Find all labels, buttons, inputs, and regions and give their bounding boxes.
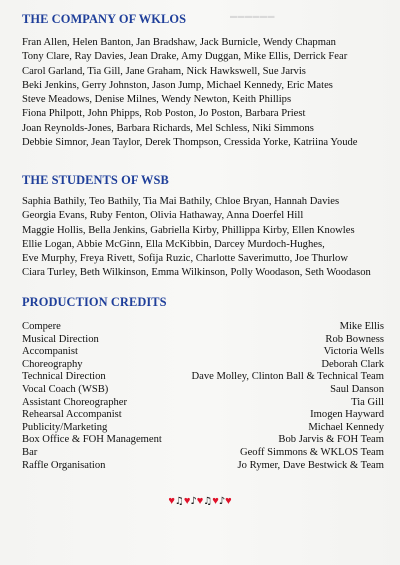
heart-icon: ♥ (168, 495, 175, 507)
credit-name: Victoria Wells (323, 346, 384, 358)
company-names-line: Carol Garland, Tia Gill, Jane Graham, Nick Hawkswell, Sue Jarvis (22, 65, 306, 77)
company-names-line: Fran Allen, Helen Banton, Jan Bradshaw, Jack Burnicle, Wendy Chapman (22, 37, 336, 48)
credit-role: Musical Direction (22, 333, 99, 345)
heart-icon: ♥ (212, 495, 219, 507)
credit-role: Box Office & FOH Management (22, 434, 162, 446)
company-names-line: Fiona Philpott, John Phipps, Rob Poston, Jo Poston, Barbara Priest (22, 108, 306, 120)
credit-name: Imogen Hayward (310, 409, 384, 421)
credit-row (22, 384, 384, 397)
music-note-icon: ♪ (190, 496, 197, 507)
company-names-line: Tony Clare, Ray Davies, Jean Drake, Amy Duggan, Mike Ellis, Derrick Fear (22, 51, 348, 63)
music-note-icon: ♪ (218, 496, 226, 507)
credit-role: Accompanist (22, 346, 78, 358)
company-names (22, 36, 390, 150)
credit-row (22, 371, 384, 384)
students-names-line: Saphia Bathily, Teo Bathily, Tia Mai Bathily, Chloe Bryan, Hannah Davies (22, 196, 340, 207)
credit-name: Michael Kennedy (308, 421, 384, 433)
students-heading: THE STUDENTS OF WSB (22, 173, 169, 187)
hearts-notes-ornament (0, 495, 400, 508)
credit-name: Geoff Simmons & WKLOS Team (239, 446, 384, 458)
credit-role: Bar (22, 446, 38, 458)
credit-row (22, 434, 384, 447)
credit-name: Dave Molley, Clinton Ball & Technical Team (191, 371, 384, 383)
company-names-line: Joan Reynolds-Jones, Barbara Richards, Mel Schless, Niki Simmons (22, 122, 314, 134)
credit-row (22, 460, 384, 473)
students-names-line: Eve Murphy, Freya Rivett, Sofija Ruzic, Charlotte Saverimutto, Joe Thurlow (22, 253, 348, 265)
heart-icon: ♥ (196, 495, 204, 507)
credits-heading: PRODUCTION CREDITS (22, 295, 167, 309)
heart-icon: ♥ (225, 495, 232, 507)
credit-row (22, 409, 384, 422)
credit-role: Technical Direction (22, 371, 106, 383)
credit-role: Rehearsal Accompanist (22, 409, 122, 421)
music-note-icon: ♫ (203, 496, 213, 507)
credits-list (22, 321, 384, 472)
show-through-texture: ▬▬▬▬▬▬ (230, 12, 275, 20)
credit-row (22, 422, 384, 435)
credit-row (22, 346, 384, 359)
company-names-line: Debbie Simnor, Jean Taylor, Derek Thompson, Cressida Yorke, Katriina Youde (22, 137, 358, 149)
students-names-line: Georgia Evans, Ruby Fenton, Olivia Hathaway, Anna Doerfel Hill (22, 210, 304, 222)
credit-row (22, 359, 384, 372)
credit-row (22, 334, 384, 347)
credit-role: Raffle Organisation (22, 459, 106, 471)
credit-name: Deborah Clark (321, 358, 384, 370)
credit-role: Compere (22, 321, 61, 332)
students-names-line: Ellie Logan, Abbie McGinn, Ella McKibbin, Darcey Murdoch-Hughes, (22, 238, 325, 250)
students-names-line: Ciara Turley, Beth Wilkinson, Emma Wilkinson, Polly Woodason, Seth Woodason (22, 267, 371, 279)
company-names-line: Steve Meadows, Denise Milnes, Wendy Newton, Keith Phillips (22, 94, 292, 106)
credit-name: Rob Bowness (325, 333, 384, 345)
credit-row (22, 321, 384, 334)
credit-name: Jo Rymer, Dave Bestwick & Team (237, 459, 384, 471)
credit-role: Vocal Coach (WSB) (22, 383, 109, 395)
music-note-icon: ♫ (174, 496, 184, 507)
credit-name: Mike Ellis (339, 321, 384, 332)
company-names-line: Beki Jenkins, Gerry Johnston, Jason Jump, Michael Kennedy, Eric Mates (22, 79, 333, 91)
students-names-line: Maggie Hollis, Bella Jenkins, Gabriella Kirby, Phillippa Kirby, Ellen Knowles (22, 224, 355, 236)
credit-role: Choreography (22, 358, 83, 370)
students-names (22, 195, 390, 281)
heart-icon: ♥ (183, 495, 191, 507)
credit-role: Assistant Choreographer (22, 396, 128, 408)
company-heading: THE COMPANY OF WKLOS (22, 12, 187, 26)
credit-row (22, 397, 384, 410)
credit-name: Saul Danson (330, 383, 384, 395)
credit-row (22, 447, 384, 460)
credit-name: Bob Jarvis & FOH Team (278, 434, 384, 446)
credit-name: Tia Gill (351, 396, 384, 408)
credit-role: Publicity/Marketing (22, 421, 108, 433)
